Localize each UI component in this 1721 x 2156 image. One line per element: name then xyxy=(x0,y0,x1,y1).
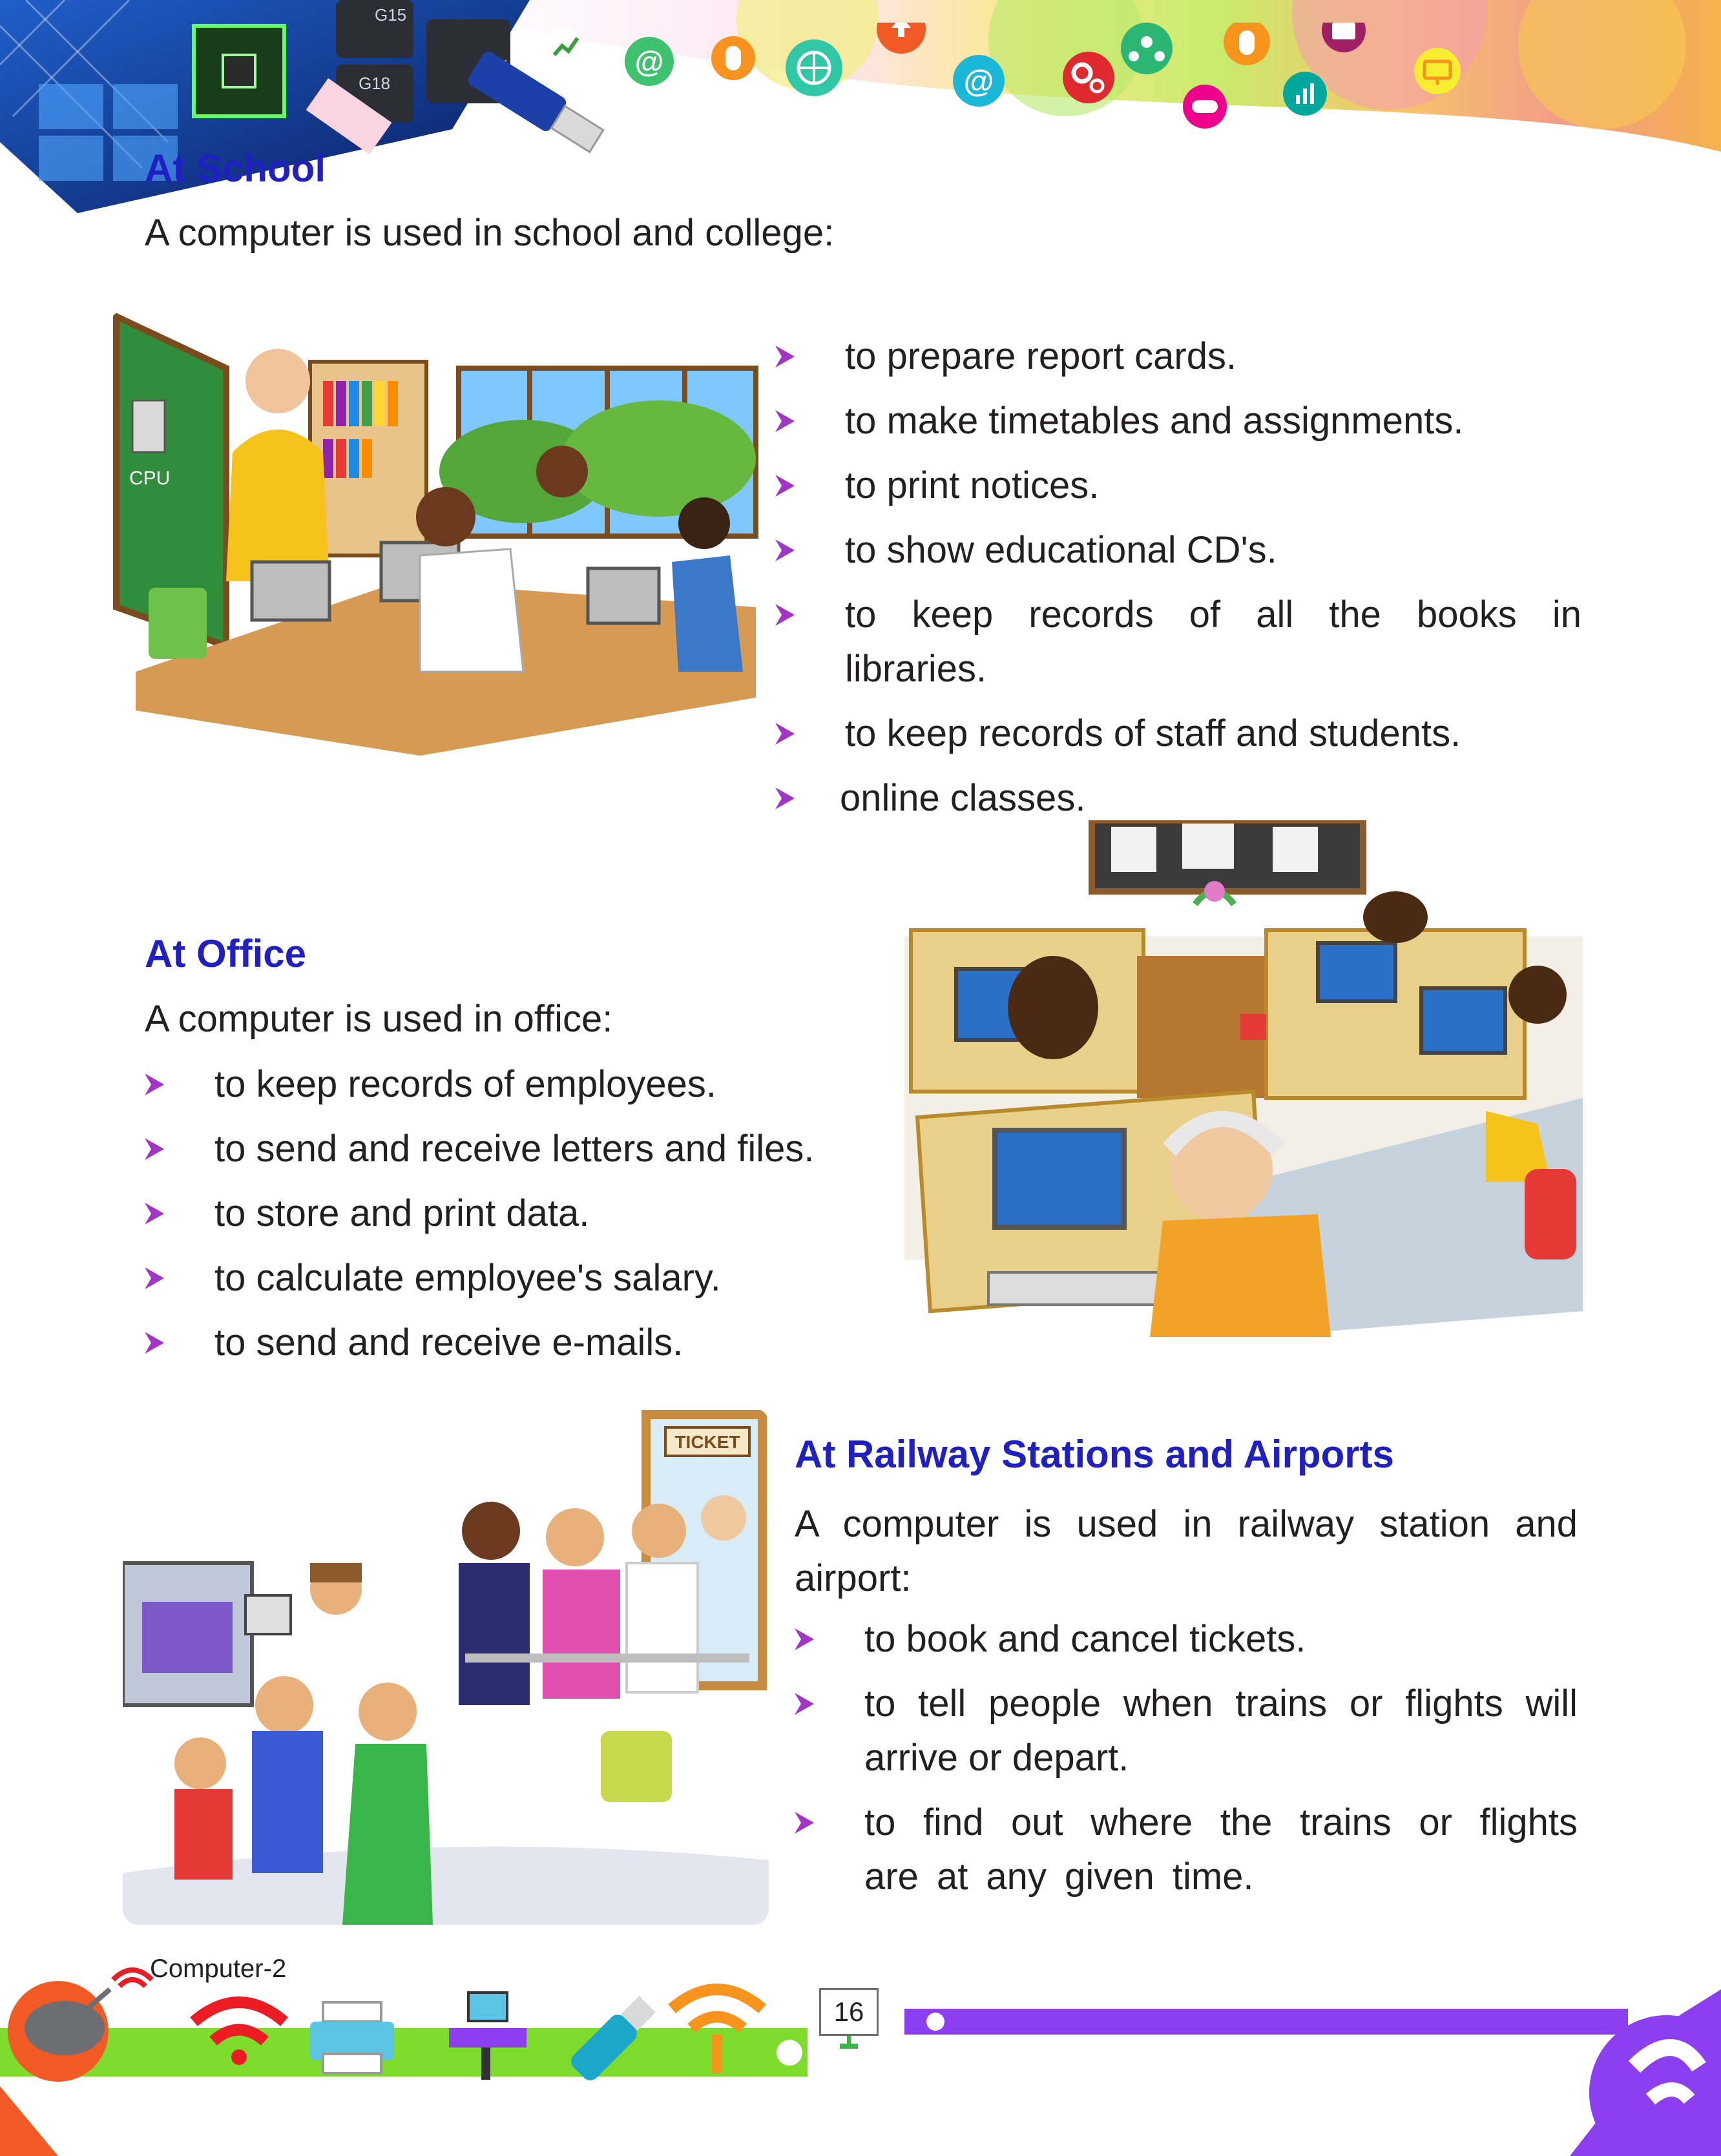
bar-chart-icon xyxy=(1283,72,1327,116)
network-users-icon xyxy=(1121,23,1173,74)
chevron-right-icon xyxy=(145,1073,164,1095)
cpu-label: CPU xyxy=(129,468,171,489)
chevron-right-icon xyxy=(795,1628,814,1650)
railway-intro: A computer is used in railway station and airport: xyxy=(795,1503,1578,1599)
chevron-right-icon xyxy=(145,1203,164,1225)
list-item: to send and receive letters and files. xyxy=(214,1122,899,1176)
railway-bullet-list xyxy=(864,1612,1578,1914)
chevron-right-icon xyxy=(775,539,795,561)
monitor-stand-icon xyxy=(837,2036,860,2053)
at-sign-icon xyxy=(953,55,1005,107)
key-label-g18: G18 xyxy=(359,74,391,93)
list-item: to find out where the trains or flights are at any given time. xyxy=(864,1796,1578,1904)
chevron-right-icon xyxy=(775,787,795,809)
list-item: to make timetables and assignments. xyxy=(845,394,1581,448)
chevron-right-icon xyxy=(145,1267,164,1289)
list-item: to print notices. xyxy=(845,459,1581,513)
at-sign-icon xyxy=(625,37,674,86)
wifi-signal-icon xyxy=(672,1989,762,2073)
office-intro: A computer is used in office: xyxy=(145,998,613,1040)
gamepad-icon xyxy=(1183,85,1227,129)
chevron-right-icon xyxy=(775,346,795,368)
list-item: to show educational CD's. xyxy=(845,523,1581,577)
school-heading: At School xyxy=(145,147,326,190)
mouse-icon xyxy=(1224,23,1270,65)
office-workers-illustration xyxy=(904,820,1583,1337)
processor-chip-icon xyxy=(194,26,284,116)
chevron-right-icon xyxy=(145,1138,164,1160)
svg-text:@: @ xyxy=(634,45,664,78)
list-item: to send and receive e-mails. xyxy=(214,1316,899,1370)
page-number: 16 xyxy=(819,1988,879,2036)
list-item: to keep records of all the books in libraries. xyxy=(845,588,1581,696)
chevron-right-icon xyxy=(795,1693,814,1715)
chevron-right-icon xyxy=(795,1812,814,1834)
chevron-right-icon xyxy=(145,1332,164,1354)
monitor-icon xyxy=(1414,48,1461,94)
footer-icon-row xyxy=(0,1964,827,2112)
school-bullet-list xyxy=(840,329,1581,836)
chevron-right-icon xyxy=(775,723,795,745)
list-item: to keep records of staff and students. xyxy=(845,707,1581,761)
key-label-g15: G15 xyxy=(375,5,407,25)
list-item: to prepare report cards. xyxy=(845,329,1581,384)
folder-icon xyxy=(1322,23,1366,52)
chevron-right-icon xyxy=(775,475,795,497)
wifi-icon xyxy=(194,2002,284,2065)
satellite-dish-icon xyxy=(8,1981,110,2082)
list-item: to tell people when trains or flights will arrive or depart. xyxy=(864,1677,1578,1785)
chevron-right-icon xyxy=(775,604,795,626)
railway-heading: At Railway Stations and Airports xyxy=(795,1433,1394,1476)
list-item: to store and print data. xyxy=(214,1187,899,1241)
upload-icon xyxy=(877,23,926,54)
list-item: to calculate employee's salary. xyxy=(214,1251,899,1305)
mouse-icon xyxy=(711,36,755,80)
list-item: to keep records of employees. xyxy=(214,1057,899,1112)
school-intro: A computer is used in school and college: xyxy=(145,212,835,254)
chevron-right-icon xyxy=(775,410,795,432)
office-bullet-list xyxy=(214,1057,899,1380)
printer-icon xyxy=(310,2002,394,2073)
globe-icon xyxy=(786,39,842,96)
wifi-signal-icon xyxy=(113,1970,152,1986)
usb-drive-icon xyxy=(567,1993,658,2084)
list-item: online classes. xyxy=(840,771,1581,825)
list-item: to book and cancel tickets. xyxy=(864,1612,1578,1666)
book-title-label: Computer-2 xyxy=(150,1954,287,1983)
desk-computer-icon xyxy=(449,1993,527,2080)
ticket-sign-label: TICKET xyxy=(674,1432,740,1452)
header-icon-row xyxy=(543,23,1486,145)
office-heading: At Office xyxy=(145,932,307,975)
svg-text:@: @ xyxy=(963,65,994,99)
school-computer-lab-illustration xyxy=(110,310,762,756)
railway-ticket-counter-illustration xyxy=(123,1408,769,1925)
gear-icon xyxy=(1063,52,1114,103)
